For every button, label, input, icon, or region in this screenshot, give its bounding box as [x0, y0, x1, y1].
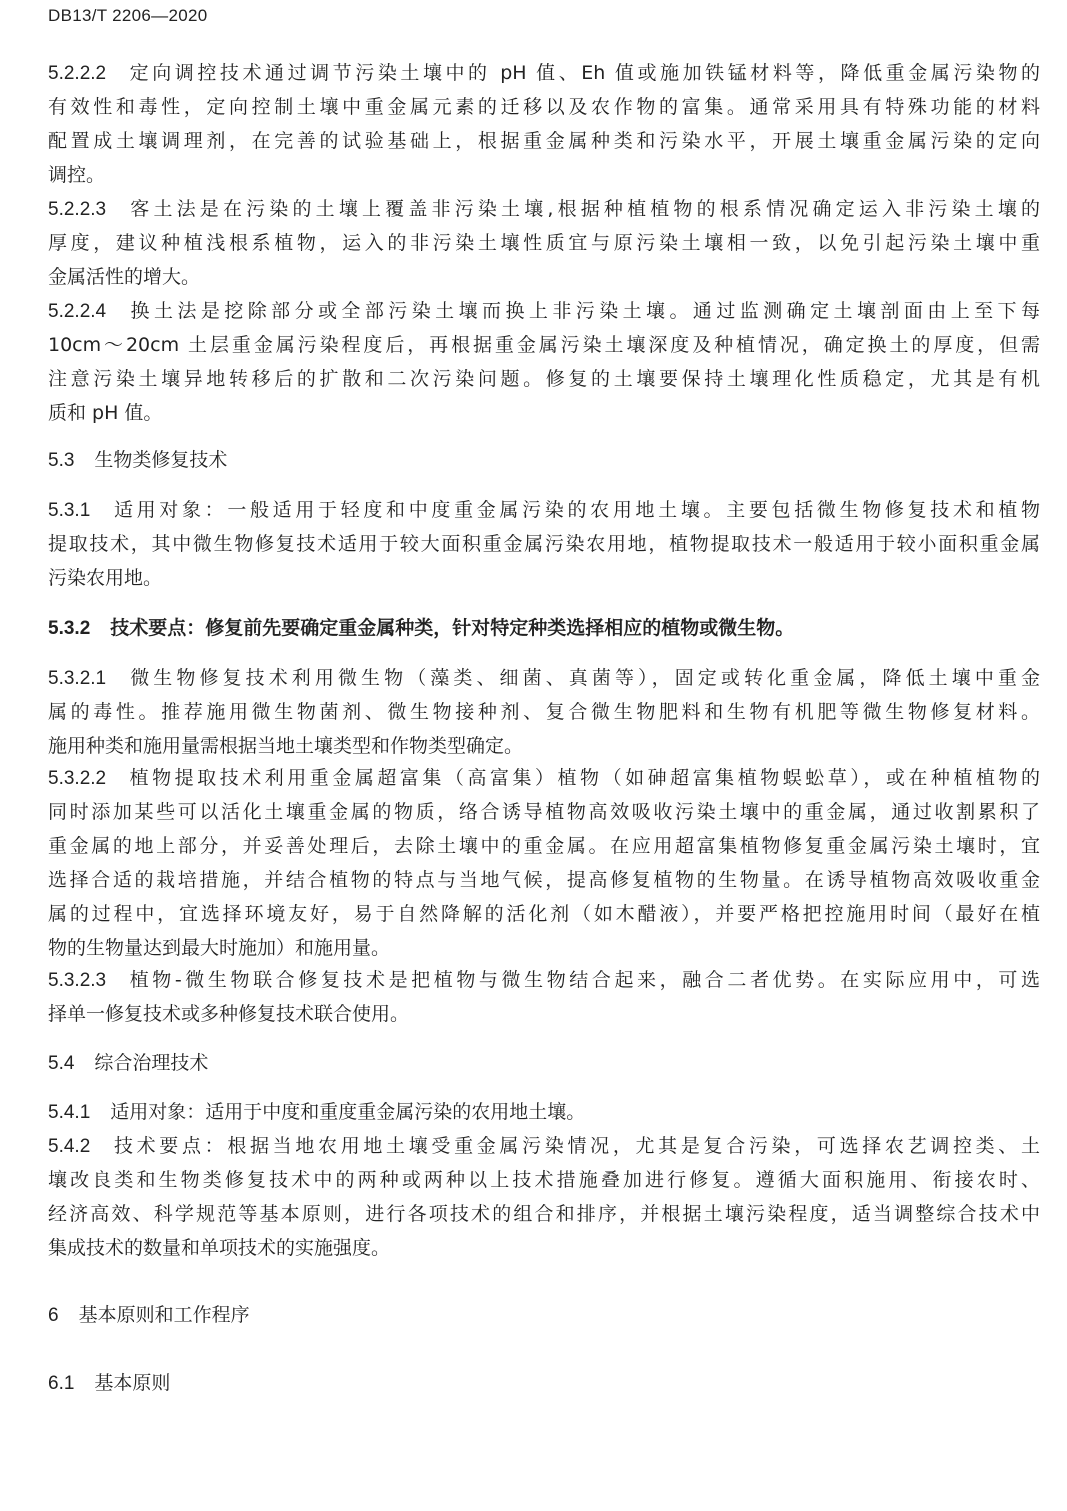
text-line: [48, 90, 1040, 124]
line-text: 集成技术的数量和单项技术的实施强度。: [48, 1237, 391, 1259]
text-line: [48, 997, 1040, 1031]
line-text: 择单一修复技术或多种修复技术联合使用。: [48, 1003, 410, 1025]
clause-number: 5.2.2.4: [48, 301, 107, 322]
text-line: [48, 729, 1040, 763]
text-line: [48, 493, 1040, 527]
section-heading: [48, 1298, 1040, 1332]
line-text: 注意污染土壤异地转移后的扩散和二次污染问题。修复的土壤要保持土壤理化性质稳定，尤其是有机: [48, 368, 1040, 390]
line-text: 有效性和毒性，定向控制土壤中重金属元素的迁移以及农作物的富集。通常采用具有特殊功能的材料: [48, 96, 1040, 118]
clause-number: 5.3.1: [48, 500, 91, 521]
text-line: [48, 56, 1040, 90]
line-text: 生物类修复技术: [94, 449, 228, 471]
text-line: [48, 661, 1040, 695]
text-line: [48, 1163, 1040, 1197]
clause-number: 6: [48, 1305, 59, 1326]
text-line: [48, 124, 1040, 158]
line-text: 厚度，建议种植浅根系植物，运入的非污染土壤性质宜与原污染土壤相一致，以免引起污染土壤中重: [48, 232, 1040, 254]
line-text: 选择合适的栽培措施，并结合植物的特点与当地气候，提高修复植物的生物量。在诱导植物高效吸收重金: [48, 869, 1040, 891]
text-line: [48, 1298, 1040, 1332]
clause-paragraph: [48, 493, 1040, 595]
text-line: [48, 695, 1040, 729]
clause-number: 5.4.2: [48, 1136, 91, 1157]
line-text: 植物-微生物联合修复技术是把植物与微生物结合起来，融合二者优势。在实际应用中，可选: [126, 969, 1040, 991]
clause-paragraph: [48, 611, 1040, 645]
line-text: 配置成土壤调理剂，在完善的试验基础上，根据重金属种类和污染水平，开展土壤重金属污染的定向: [48, 130, 1040, 152]
line-text: 技术要点：根据当地农用地土壤受重金属污染情况，尤其是复合污染，可选择农艺调控类、土: [110, 1135, 1040, 1157]
clause-number: 6.1: [48, 1373, 75, 1394]
line-text: 适用对象：适用于中度和重度重金属污染的农用地土壤。: [110, 1101, 586, 1123]
clause-paragraph: [48, 761, 1040, 965]
clause-number: 5.3: [48, 450, 75, 471]
line-text: 调控。: [48, 164, 106, 186]
text-line: [48, 396, 1040, 430]
line-text: 客土法是在污染的土壤上覆盖非污染土壤,根据种植植物的根系情况确定运入非污染土壤的: [126, 198, 1040, 220]
line-text: 定向调控技术通过调节污染土壤中的 pH 值、Eh 值或施加铁锰材料等，降低重金属污染物的: [126, 62, 1040, 84]
clause-number: 5.2.2.2: [48, 63, 107, 84]
line-text: 10cm～20cm 土层重金属污染程度后，再根据重金属污染土壤深度及种植情况，确定换土的厚度，但需: [48, 334, 1040, 356]
clause-number: 5.3.2: [48, 618, 91, 639]
clause-paragraph: [48, 294, 1040, 430]
line-text: 金属活性的增大。: [48, 266, 201, 288]
text-line: [48, 931, 1040, 965]
clause-paragraph: [48, 1095, 1040, 1129]
clause-paragraph: [48, 661, 1040, 763]
line-text: 基本原则: [94, 1372, 171, 1394]
line-text: 经济高效、科学规范等基本原则，进行各项技术的组合和排序，并根据土壤污染程度，适当调整综合技术中: [48, 1203, 1040, 1225]
text-line: [48, 611, 1040, 645]
text-line: [48, 829, 1040, 863]
clause-paragraph: [48, 56, 1040, 192]
clause-number: 5.2.2.3: [48, 199, 107, 220]
line-text: 提取技术，其中微生物修复技术适用于较大面积重金属污染农用地，植物提取技术一般适用于较小面积重金属: [48, 533, 1040, 555]
text-line: [48, 963, 1040, 997]
line-text: 属的毒性。推荐施用微生物菌剂、微生物接种剂、复合微生物肥料和生物有机肥等微生物修复材料。: [48, 701, 1040, 723]
text-line: [48, 863, 1040, 897]
section-heading: [48, 443, 1040, 477]
text-line: [48, 795, 1040, 829]
line-text: 污染农用地。: [48, 567, 163, 589]
document-header: DB13/T 2206—2020: [48, 6, 208, 25]
text-line: [48, 761, 1040, 795]
text-line: [48, 561, 1040, 595]
line-text: 属的过程中，宜选择环境友好，易于自然降解的活化剂（如木醋液），并要严格把控施用时间（最好在植: [48, 903, 1040, 925]
line-text: 适用对象：一般适用于轻度和中度重金属污染的农用地土壤。主要包括微生物修复技术和植物: [110, 499, 1040, 521]
clause-number: 5.4: [48, 1053, 75, 1074]
line-text: 重金属的地上部分，并妥善处理后，去除土壤中的重金属。在应用超富集植物修复重金属污染土壤时，宜: [48, 835, 1040, 857]
clause-paragraph: [48, 1129, 1040, 1265]
line-text: 技术要点：修复前先要确定重金属种类，针对特定种类选择相应的植物或微生物。: [110, 617, 795, 639]
text-line: [48, 328, 1040, 362]
line-text: 微生物修复技术利用微生物（藻类、细菌、真菌等），固定或转化重金属，降低土壤中重金: [126, 667, 1040, 689]
section-heading: [48, 1366, 1040, 1400]
clause-number: 5.3.2.1: [48, 668, 107, 689]
line-text: 壤改良类和生物类修复技术中的两种或两种以上技术措施叠加进行修复。遵循大面积施用、衔接农时、: [48, 1169, 1040, 1191]
text-line: [48, 362, 1040, 396]
text-line: [48, 294, 1040, 328]
text-line: [48, 1095, 1040, 1129]
text-line: [48, 1129, 1040, 1163]
clause-paragraph: [48, 963, 1040, 1031]
clause-number: 5.4.1: [48, 1102, 91, 1123]
line-text: 质和 pH 值。: [48, 402, 163, 424]
line-text: 物的生物量达到最大时施加）和施用量。: [48, 937, 391, 959]
text-line: [48, 260, 1040, 294]
line-text: 综合治理技术: [94, 1052, 209, 1074]
text-line: [48, 443, 1040, 477]
text-line: [48, 192, 1040, 226]
section-heading: [48, 1046, 1040, 1080]
text-line: [48, 158, 1040, 192]
clause-number: 5.3.2.3: [48, 970, 107, 991]
clause-number: 5.3.2.2: [48, 768, 107, 789]
clause-paragraph: [48, 192, 1040, 294]
line-text: 植物提取技术利用重金属超富集（高富集）植物（如砷超富集植物蜈蚣草），或在种植植物的: [126, 767, 1040, 789]
line-text: 换土法是挖除部分或全部污染土壤而换上非污染土壤。通过监测确定土壤剖面由上至下每: [126, 300, 1040, 322]
text-line: [48, 527, 1040, 561]
text-line: [48, 1366, 1040, 1400]
text-line: [48, 226, 1040, 260]
text-line: [48, 1046, 1040, 1080]
text-line: [48, 1231, 1040, 1265]
line-text: 基本原则和工作程序: [78, 1304, 250, 1326]
line-text: 同时添加某些可以活化土壤重金属的物质，络合诱导植物高效吸收污染土壤中的重金属，通过收割累积了: [48, 801, 1040, 823]
line-text: 施用种类和施用量需根据当地土壤类型和作物类型确定。: [48, 735, 524, 757]
text-line: [48, 897, 1040, 931]
text-line: [48, 1197, 1040, 1231]
